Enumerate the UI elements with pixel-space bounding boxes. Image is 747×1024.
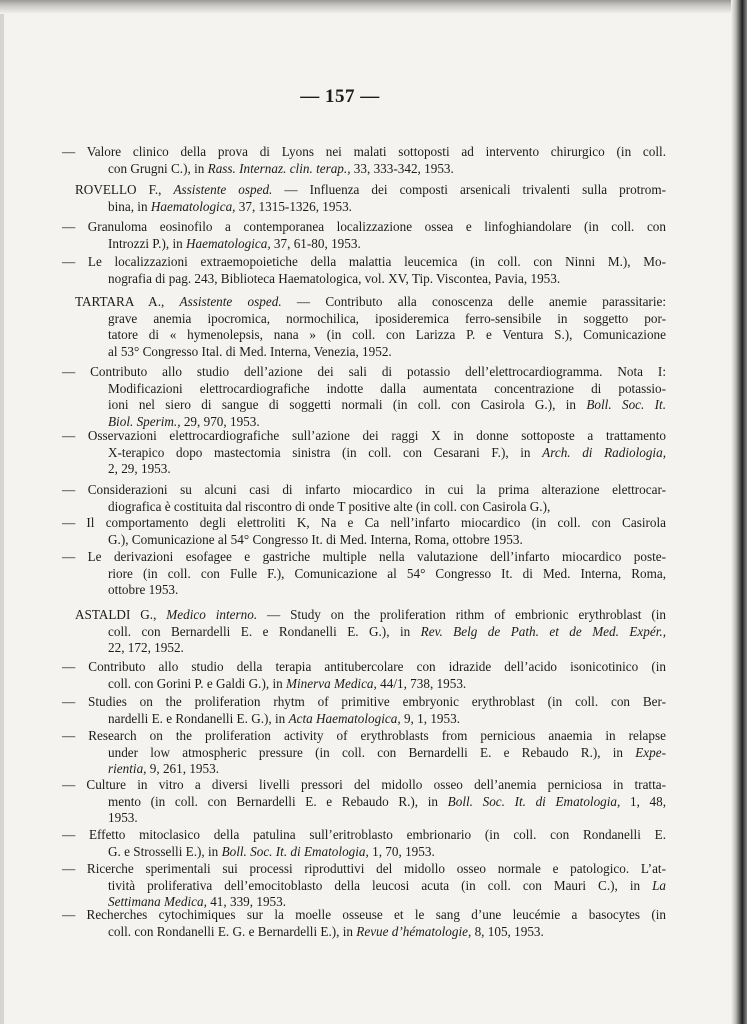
bibliography-entry (62, 777, 666, 827)
entry-text: mento (in coll. con Bernardelli E. e Rebaudo R.), in (108, 793, 448, 809)
entry-line (62, 515, 666, 532)
bibliography-entry (62, 728, 666, 778)
entry-text: — Research on the proliferation activity of erythroblasts from pernicious anaemia in relapse (62, 728, 666, 743)
entry-line (62, 344, 666, 361)
entry-text: — Culture in vitro a diversi livelli pressori del midollo osseo dell’anemia perniciosa in tratta- (62, 777, 666, 792)
journal-title: Assistente osped. (173, 182, 273, 197)
entry-line (62, 549, 666, 566)
entry-line (62, 924, 666, 941)
journal-title: Expe- (635, 744, 666, 760)
bibliography-entry (62, 607, 666, 657)
journal-title: Boll. Soc. It. (586, 397, 666, 413)
entry-line (62, 777, 666, 794)
entry-text: — Le derivazioni esofagee e gastriche multiple nella valutazione dell’infarto miocardico poste- (62, 549, 666, 564)
entry-text: — Contributo allo studio dell’azione dei sali di potassio dell’elettrocardiogramma. Nota I: (62, 364, 666, 379)
journal-title: Boll. Soc. It. di Ematologia, (221, 843, 369, 859)
entry-line (62, 445, 666, 462)
entry-text: 33, 333-342, 1953. (350, 160, 454, 176)
bibliography-entry (62, 515, 666, 548)
bibliography-entry (62, 182, 666, 215)
bibliography-entry (62, 294, 666, 360)
entry-text: ioni nel siero di sangue di soggetti normali (in coll. con Casirola G.), in (108, 397, 587, 413)
journal-title: Haematologica, (150, 198, 236, 214)
entry-text: 44/1, 738, 1953. (376, 675, 467, 691)
entry-text: — Considerazioni su alcuni casi di infarto miocardico in cui la prima alterazione elettrocar- (62, 482, 666, 497)
entry-text: grave anemia ipocromica, normochilica, iposideremica ferro-sensibile in soggetto por- (108, 310, 666, 326)
bibliography-entry (62, 861, 666, 911)
entry-text: G.), Comunicazione al 54° Congresso It. di Med. Interna, Roma, ottobre 1953. (108, 531, 523, 547)
entry-line (62, 532, 666, 549)
entry-text: coll. con Bernardelli E. e Rondanelli E. G.), in (108, 623, 421, 639)
bibliography-entry (62, 254, 666, 287)
entry-text: 1953. (108, 810, 138, 826)
entry-line (62, 745, 666, 762)
entry-text: al 53° Congresso Ital. di Med. Interna, Venezia, 1952. (108, 343, 392, 359)
bibliography-entry (62, 694, 666, 727)
entry-line (62, 236, 666, 253)
entry-text: — Il comportamento degli elettroliti K, Na e Ca nell’infarto miocardico (in coll. con Casirola (62, 515, 666, 530)
entry-text: — Recherches cytochimiques sur la moelle osseuse et le sang d’une leucémie a basocytes (in (62, 907, 666, 922)
entry-line (62, 182, 666, 199)
journal-title: Rev. Belg de Path. et de Med. Expér., (420, 623, 666, 639)
entry-text: coll. con Rondanelli E. G. e Bernardelli E.), in (108, 923, 357, 939)
journal-title: Biol. Sperim., (108, 413, 181, 429)
entry-text: — Osservazioni elettrocardiografiche sull’azione dei raggi X in donne sottoposte a trattamento (62, 428, 666, 443)
entry-line (62, 607, 666, 624)
entry-text: tività proliferativa dell’emocitoblasto della leucosi acuta (in coll. con Mauri C.), in (108, 877, 653, 893)
entry-line (62, 482, 666, 499)
entry-line (62, 311, 666, 328)
entry-text: 2, 29, 1953. (108, 461, 171, 477)
entry-text: Modificazioni elettrocardiografiche indotte dalla aumentata concentrazione di potassio- (108, 380, 666, 396)
entry-line (62, 861, 666, 878)
bibliography-entry (62, 364, 666, 430)
entry-text: 29, 970, 1953. (180, 413, 260, 429)
entry-text: — Contributo allo studio della terapia antitubercolare con idrazide dell’acido isonicotinico (in (62, 659, 666, 674)
bibliography-entry (62, 827, 666, 860)
entry-text: — Influenza dei composti arsenicali trivalenti sulla protrom- (272, 182, 667, 197)
entry-line (62, 659, 666, 676)
entry-text: 37, 1315-1326, 1953. (235, 198, 352, 214)
entry-line (62, 582, 666, 599)
entry-line (62, 827, 666, 844)
entry-text: con Grugni C.), in (108, 160, 208, 176)
journal-title: Rass. Internaz. clin. terap., (207, 160, 351, 176)
entry-text: 1, 48, (620, 793, 667, 809)
entry-text: 9, 1, 1953. (400, 710, 460, 726)
journal-title: Boll. Soc. It. di Ematologia, (447, 793, 621, 809)
entry-line (62, 381, 666, 398)
entry-line (62, 461, 666, 478)
journal-title: Minerva Medica, (286, 675, 377, 691)
entry-text: bina, in (108, 198, 151, 214)
entry-text: tatore di « hymenolepsis, nana » (in coll. con Larizza P. e Ventura S.), Comunicazione (108, 327, 666, 343)
entry-text: 37, 61-80, 1953. (270, 235, 361, 251)
entry-text: ottobre 1953. (108, 582, 179, 598)
entry-text: — Contributo alla conoscenza delle anemie parassitarie: (281, 294, 666, 309)
bibliography-entry (62, 549, 666, 599)
entry-text: ROVELLO F., (75, 182, 174, 197)
entry-line (62, 624, 666, 641)
entry-text: — Studies on the proliferation rhytm of primitive embryonic erythroblast (in coll. con Ber- (62, 694, 666, 709)
entry-line (62, 728, 666, 745)
entry-text: — Le localizzazioni extraemopoietiche della malattia leucemica (in coll. con Ninni M.), Mo- (62, 254, 666, 269)
journal-title: Medico interno. (166, 607, 258, 622)
entry-line (62, 794, 666, 811)
entry-line (62, 327, 666, 344)
entry-text: X-terapico dopo mastectomia sinistra (in coll. con Cesarani F.), in (108, 444, 543, 460)
entry-line (62, 144, 666, 161)
entry-text: 22, 172, 1952. (108, 640, 184, 656)
entry-line (62, 676, 666, 693)
entry-text: under low atmospheric pressure (in coll. con Bernardelli E. e Rebaudo R.), in (108, 744, 636, 760)
entry-text: TARTARA A., (75, 294, 180, 309)
entry-text: — Valore clinico della prova di Lyons nei malati sottoposti ad intervento chirurgico (in coll. (62, 144, 666, 159)
journal-title: Settimana Medica, (108, 894, 207, 910)
entry-text: — Ricerche sperimentali sui processi riproduttivi del midollo osseo normale e patologico. L’at- (62, 861, 666, 876)
entry-text: 9, 261, 1953. (146, 761, 219, 777)
entry-text: diografica è costituita dal riscontro di onde T positive alte (in coll. con Casirola G.), (108, 498, 551, 514)
journal-title: Acta Haematologica, (288, 710, 401, 726)
entry-line (62, 499, 666, 516)
bibliography-entry (62, 907, 666, 940)
entry-line (62, 294, 666, 311)
entry-text: ASTALDI G., (75, 607, 167, 622)
entry-text: — Effetto mitoclasico della patulina sull’eritroblasto embrionario (in coll. con Rondanelli E. (62, 827, 666, 842)
entry-text: — Granuloma eosinofilo a contemporanea localizzazione ossea e linfoghiandolare (in coll. con (62, 219, 666, 234)
entry-line (62, 161, 666, 178)
journal-title: Assistente osped. (179, 294, 282, 309)
entry-line (62, 219, 666, 236)
entry-line (62, 640, 666, 657)
entry-line (62, 199, 666, 216)
entry-line (62, 397, 666, 414)
entry-line (62, 907, 666, 924)
bibliography-entry (62, 219, 666, 252)
entry-line (62, 271, 666, 288)
journal-title: rientia, (108, 761, 147, 777)
journal-title: La (652, 877, 666, 893)
scan-edge-top (0, 0, 747, 14)
bibliography-entry (62, 144, 666, 177)
entry-line (62, 364, 666, 381)
entry-line (62, 566, 666, 583)
entry-text: 41, 339, 1953. (206, 894, 287, 910)
entry-line (62, 761, 666, 778)
entry-line (62, 844, 666, 861)
bibliography-entry (62, 659, 666, 692)
entry-text: G. e Strosselli E.), in (108, 843, 222, 859)
entry-text: nografia di pag. 243, Biblioteca Haematologica, vol. XV, Tip. Viscontea, Pavia, 1953. (108, 270, 561, 286)
entry-line (62, 711, 666, 728)
entry-text: riore (in coll. con Fulle F.), Comunicazione al 54° Congresso It. di Med. Interna, Roma, (108, 565, 666, 581)
entry-text: 1, 70, 1953. (368, 843, 435, 859)
journal-title: Haematologica, (186, 235, 271, 251)
journal-title: Revue d’hématologie, (356, 923, 472, 939)
entry-text: Introzzi P.), in (108, 235, 187, 251)
entry-line (62, 878, 666, 895)
entry-line (62, 810, 666, 827)
entry-line (62, 254, 666, 271)
bibliography-entry (62, 482, 666, 515)
entry-line (62, 428, 666, 445)
entry-text: — Study on the proliferation rithm of embrionic erythroblast (in (257, 607, 666, 622)
scan-edge-left (0, 0, 4, 1024)
journal-title: Arch. di Radiologia, (542, 444, 666, 460)
page-number: — 157 — (300, 86, 380, 107)
bibliography-entry (62, 428, 666, 478)
entry-line (62, 694, 666, 711)
entry-text: nardelli E. e Rondanelli E. G.), in (108, 710, 289, 726)
scan-edge-right (731, 0, 747, 1024)
entry-text: coll. con Gorini P. e Galdi G.), in (108, 675, 287, 691)
entry-text: 8, 105, 1953. (471, 923, 544, 939)
